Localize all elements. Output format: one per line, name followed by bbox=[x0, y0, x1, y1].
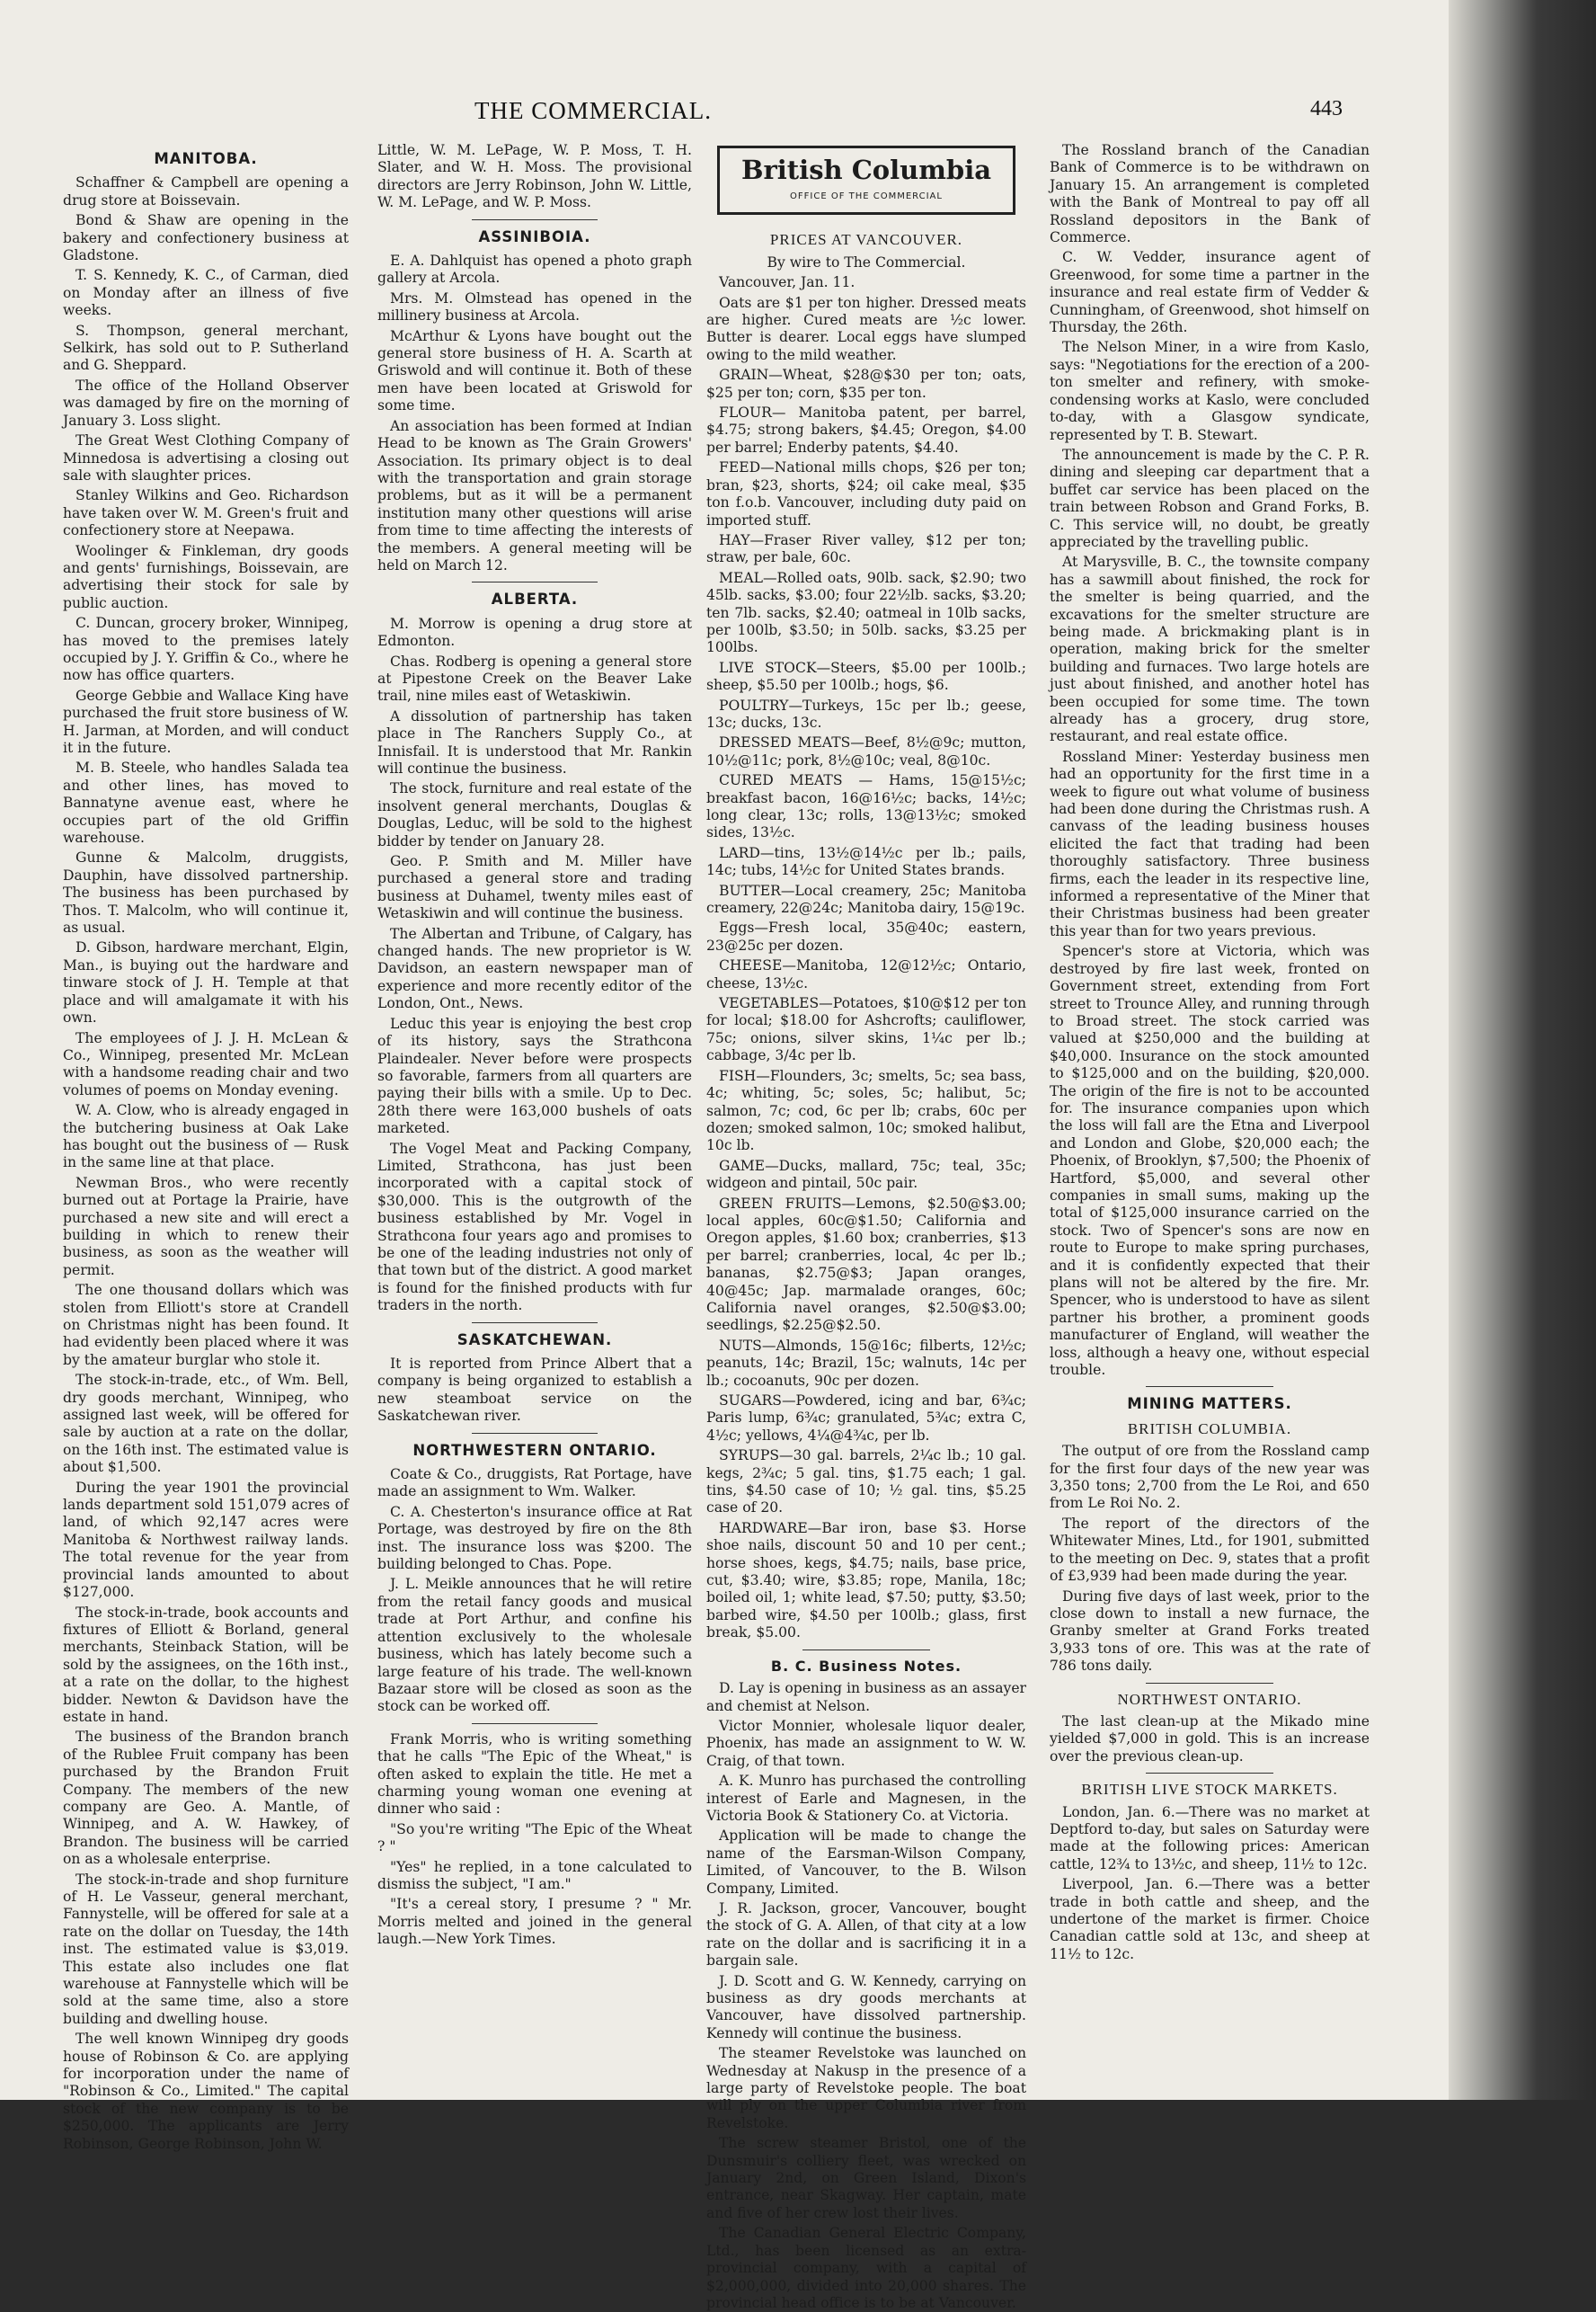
divider bbox=[472, 219, 598, 220]
article-paragraph: The last clean-up at the Mikado mine yielded $7,000 in gold. This is an increase over the previous clean-up. bbox=[1050, 1712, 1370, 1765]
mining-heading: MINING MATTERS. bbox=[1127, 1395, 1292, 1413]
masthead-title: British Columbia bbox=[740, 155, 992, 185]
dateline: Vancouver, Jan. 11. bbox=[719, 274, 856, 291]
article-paragraph: Application will be made to change the name of the Earsman-Wilson Company, Limited, of Vancouver, to the B. Wilson Company, Limited. bbox=[706, 1827, 1026, 1897]
article-paragraph: The Albertan and Tribune, of Calgary, has changed hands. The new proprietor is W. Davidson, an eastern newspaper man of experience and more recently editor of the London, Ont., News. bbox=[377, 925, 692, 1012]
article-paragraph: The one thousand dollars which was stolen from Elliott's store at Crandell on Christmas night has been found. It had evidently been placed where it was by the amateur burglar who stole it. bbox=[63, 1282, 349, 1368]
article-paragraph: Chas. Rodberg is opening a general store at Pipestone Creek on the Beaver Lake trail, nine miles east of Wetaskiwin. bbox=[377, 653, 692, 705]
divider bbox=[1146, 1773, 1273, 1774]
article-paragraph: The Vogel Meat and Packing Company, Limited, Strathcona, has just been incorporated with a capital stock of $30,000. This is the outgrowth of the business established by Mr. Vogel in Strathcona four years ago and promises to be one of the leading industries not only of that town but of the district. A good market is found for the finished products with fur traders in the north. bbox=[377, 1140, 692, 1314]
page-number: 443 bbox=[1310, 97, 1343, 120]
bc-notes-heading: B. C. Business Notes. bbox=[770, 1657, 962, 1675]
article-paragraph: The Great West Clothing Company of Minnedosa is advertising a closing out sale with slaughter prices. bbox=[63, 432, 349, 484]
article-paragraph: "So you're writing "The Epic of the Wheat ? " bbox=[377, 1820, 692, 1855]
article-paragraph: T. S. Kennedy, K. C., of Carman, died on Monday after an illness of five weeks. bbox=[63, 267, 349, 319]
article-paragraph: Mrs. M. Olmstead has opened in the millinery business at Arcola. bbox=[377, 289, 692, 325]
article-paragraph: The business of the Brandon branch of the Rublee Fruit company has been purchased by the Brandon Fruit Company. The members of the new company are Geo. A. Mantle, of Winnipeg, and A. W. Hawkey, of Brandon. The business will be carried on as a wholesale enterprise. bbox=[63, 1729, 349, 1868]
article-paragraph: GAME—Ducks, mallard, 75c; teal, 35c; widgeon and pintail, 50c pair. bbox=[706, 1157, 1026, 1192]
article-paragraph: During the year 1901 the provincial lands department sold 151,079 acres of land, of which 92,147 acres were Manitoba & Northwest railway lands. The total revenue for the year from provincial lands amounted to about $127,000. bbox=[63, 1479, 349, 1601]
bc-items bbox=[1050, 142, 1370, 1379]
article-paragraph: LARD—tins, 13½@14½c per lb.; pails, 14c; tubs, 14½c for United States brands. bbox=[706, 844, 1026, 879]
article-paragraph: Spencer's store at Victoria, which was destroyed by fire last week, fronted on Government street, extending from Fort street to Trounce Alley, and running through to Broad street. The stock carried was valued at $250,000 and the building at $40,000. Insurance on the stock amounted to $125,000 and on the building, $20,000. The origin of the fire is not to be accounted for. The insurance companies upon which the loss will fall are the Etna and Liverpool and London and Globe, $20,000 each; the Phoenix, of Brooklyn, $7,500; the Phoenix of Hartford, $5,000, and several other companies in small sums, making up the total of $125,000 insurance carried on the stock. Two of Spencer's sons are now en route to Europe to make spring purchases, and it is confidently expected that their plans will not be altered by the fire. Mr. Spencer, who is understood to have as silent partner his brother, a prominent goods manufacturer of England, will weather the loss, although a heavy one, without especial trouble. bbox=[1050, 943, 1370, 1379]
article-paragraph: A dissolution of partnership has taken place in The Ranchers Supply Co., at Innisfail. It is understood that Mr. Rankin will continue the business. bbox=[377, 707, 692, 777]
book-spine-edge bbox=[1449, 0, 1596, 2100]
article-paragraph: CHEESE—Manitoba, 12@12½c; Ontario, cheese, 13½c. bbox=[706, 957, 1026, 991]
prices-heading: PRICES AT VANCOUVER. bbox=[769, 231, 963, 249]
article-paragraph: Newman Bros., who were recently burned out at Portage la Prairie, have purchased a new site and will erect a building in which to renew their business, as soon as the weather will permit. bbox=[63, 1174, 349, 1278]
article-paragraph: The screw steamer Bristol, one of the Dunsmuir's colliery fleet, was wrecked on January 2nd, on Green Island, Dixon's entrance, near Skagway. Her captain, mate and five of her crew lost their lives. bbox=[706, 2135, 1026, 2221]
column-2 bbox=[377, 142, 692, 2075]
article-paragraph: C. W. Vedder, insurance agent of Greenwood, for some time a partner in the insurance and real estate firm of Vedder & Cunningham, of Greenwood, shot himself on Thursday, the 26th. bbox=[1050, 249, 1370, 336]
article-paragraph: Liverpool, Jan. 6.—There was a better trade in both cattle and sheep, and the undertone of the market is firmer. Choice Canadian cattle sold at 13c, and sheep at 11½ to 12c. bbox=[1050, 1876, 1370, 1962]
article-paragraph: J. D. Scott and G. W. Kennedy, carrying on business as dry goods merchants at Vancouver, have dissolved partnership. Kennedy will continue the business. bbox=[706, 1972, 1026, 2041]
article-paragraph: The office of the Holland Observer was damaged by fire on the morning of January 3. Loss slight. bbox=[63, 377, 349, 429]
article-paragraph: C. A. Chesterton's insurance office at Rat Portage, was destroyed by fire on the 8th inst. The insurance loss was $200. The building belonged to Chas. Pope. bbox=[377, 1503, 692, 1573]
article-paragraph: An association has been formed at Indian Head to be known as The Grain Growers' Association. Its primary object is to deal with the transportation and grain storage problems, but as it will be a permanent institution many other questions will arise from time to time affecting the interests of the members. A general meeting will be held on March 12. bbox=[377, 417, 692, 574]
column-3 bbox=[706, 142, 1026, 2311]
article-paragraph: Coate & Co., druggists, Rat Portage, have made an assignment to Wm. Walker. bbox=[377, 1466, 692, 1500]
article-paragraph: The employees of J. J. H. McLean & Co., Winnipeg, presented Mr. McLean with a handsome reading chair and two volumes of poems on Monday evening. bbox=[63, 1029, 349, 1098]
article-paragraph: Gunne & Malcolm, druggists, Dauphin, have dissolved partnership. The business has been purchased by Thos. T. Malcolm, who will continue it, as usual. bbox=[63, 849, 349, 937]
article-paragraph: C. Duncan, grocery broker, Winnipeg, has moved to the premises lately occupied by J. Y. Griffin & Co., where he now has office quarters. bbox=[63, 615, 349, 684]
column-4 bbox=[1050, 142, 1370, 2075]
article-paragraph: The announcement is made by the C. P. R. dining and sleeping car department that a buffet car service has been placed on the train between Robson and Grand Forks, B. C. This service will, no doubt, be greatly appreciated by the travelling public. bbox=[1050, 446, 1370, 550]
column-1 bbox=[63, 142, 349, 2152]
price-items bbox=[706, 295, 1026, 1642]
british-columbia-masthead bbox=[717, 146, 1015, 215]
alberta-items bbox=[377, 616, 692, 1315]
section-heading-assiniboia: ASSINIBOIA. bbox=[478, 227, 591, 245]
article-paragraph: The stock-in-trade, etc., of Wm. Bell, dry goods merchant, Winnipeg, who assigned last week, will be offered for sale by auction at a rate on the dollar, on the 16th inst. The estimated value is about $1,500. bbox=[63, 1372, 349, 1476]
livestock-items bbox=[1050, 1804, 1370, 1964]
article-paragraph: The well known Winnipeg dry goods house of Robinson & Co. are applying for incorporation under the name of "Robinson & Co., Limited." The capital stock of the new company is to be $250,000. The applicants are Jerry Robinson, George Robinson, John W. bbox=[63, 2031, 349, 2152]
article-paragraph: Oats are $1 per ton higher. Dressed meats are higher. Cured meats are ½c lower. Butter is dearer. Local eggs have slumped owing to the mild weather. bbox=[706, 294, 1026, 363]
article-paragraph: LIVE STOCK—Steers, $5.00 per 100lb.; sheep, $5.50 per 100lb.; hogs, $6. bbox=[706, 659, 1026, 694]
article-paragraph: M. B. Steele, who handles Salada tea and other lines, has moved to Bannatyne avenue east, where he occupies part of the old Griffin warehouse. bbox=[63, 760, 349, 847]
article-paragraph: A. K. Munro has purchased the controlling interest of Earle and Magnesen, in the Victoria Book & Stationery Co. at Victoria. bbox=[706, 1773, 1026, 1824]
article-paragraph: The Nelson Miner, in a wire from Kaslo, says: "Negotiations for the erection of a 200-ton smelter and refinery, with smoke-condensing works at Kaslo, were concluded to-day, with a Glasgow syndicate, represented by T. B. Stewart. bbox=[1050, 339, 1370, 443]
article-paragraph: The output of ore from the Rossland camp for the first four days of the new year was 3,350 tons; 2,700 from the Le Roi, and 650 from Le Roi No. 2. bbox=[1050, 1443, 1370, 1512]
livestock-heading: BRITISH LIVE STOCK MARKETS. bbox=[1081, 1781, 1338, 1799]
article-paragraph: CURED MEATS — Hams, 15@15½c; breakfast bacon, 16@16½c; backs, 14½c; long clear, 13c; rolls, 13@13½c; smoked sides, 13½c. bbox=[706, 772, 1026, 841]
mining-items bbox=[1050, 1443, 1370, 1675]
article-paragraph: VEGETABLES—Potatoes, $10@$12 per ton for local; $18.00 for Ashcrofts; cauliflower, 75c; onions, silver skins, 1¼c per lb.; cabbage, 3/4c per lb. bbox=[706, 995, 1026, 1064]
article-paragraph: Eggs—Fresh local, 35@40c; eastern, 23@25c per dozen. bbox=[706, 920, 1026, 954]
section-heading-saskatchewan: SASKATCHEWAN. bbox=[457, 1330, 613, 1348]
section-heading-nw-ontario: NORTHWESTERN ONTARIO. bbox=[412, 1441, 657, 1459]
article-paragraph: "Yes" he replied, in a tone calculated to dismiss the subject, "I am." bbox=[377, 1858, 692, 1892]
article-paragraph: D. Lay is opening in business as an assayer and chemist at Nelson. bbox=[706, 1680, 1026, 1714]
article-paragraph: During five days of last week, prior to the close down to install a new furnace, the Granby smelter at Grand Forks treated 3,933 tons of ore. This was at the rate of 786 tons daily. bbox=[1050, 1587, 1370, 1675]
article-paragraph: Woolinger & Finkleman, dry goods and gents' furnishings, Boissevain, are advertising their stock for sale by public auction. bbox=[63, 542, 349, 611]
article-paragraph: FEED—National mills chops, $26 per ton; bran, $23, shorts, $24; oil cake meal, $35 ton f.o.b. Vancouver, including duty paid on imported stuff. bbox=[706, 459, 1026, 529]
article-paragraph: J. R. Jackson, grocer, Vancouver, bought the stock of G. A. Allen, of that city at a low rate on the dollar and is sacrificing it in a bargain sale. bbox=[706, 1899, 1026, 1970]
article-paragraph: SYRUPS—30 gal. barrels, 2¼c lb.; 10 gal. kegs, 2¾c; 5 gal. tins, $1.75 each; 1 gal. tins, $4.50 case of 10; ½ gal. tins, $5.25 case of 20. bbox=[706, 1447, 1026, 1516]
article-paragraph: E. A. Dahlquist has opened a photo graph gallery at Arcola. bbox=[377, 253, 692, 287]
article-paragraph: Geo. P. Smith and M. Miller have purchased a general store and trading business at Duhamel, twenty miles east of Wetaskiwin and will continue the business. bbox=[377, 853, 692, 922]
article-paragraph: BUTTER—Local creamery, 25c; Manitoba creamery, 22@24c; Manitoba dairy, 15@19c. bbox=[706, 882, 1026, 917]
article-paragraph: J. L. Meikle announces that he will retire from the retail fancy goods and musical trade at Port Arthur, and confine his attention exclusively to the wholesale business, which has lately become such a large feature of his trade. The well-known Bazaar store will be closed as soon as the stock can be worked off. bbox=[377, 1576, 692, 1715]
article-paragraph: GRAIN—Wheat, $28@$30 per ton; oats, $25 per ton; corn, $35 per ton. bbox=[706, 367, 1026, 401]
section-heading-alberta: ALBERTA. bbox=[491, 591, 579, 609]
article-paragraph: SUGARS—Powdered, icing and bar, 6¾c; Paris lump, 6¾c; granulated, 5¾c; extra C, 4½c; yellows, 4¼@4¾c, per lb. bbox=[706, 1392, 1026, 1444]
article-paragraph: FISH—Flounders, 3c; smelts, 5c; sea bass, 4c; whiting, 5c; soles, 5c; halibut, 5c; salmon, 7c; cod, 6c per lb; crabs, 60c per dozen; smoked salmon, 10c; smoked halibut, 10c lb. bbox=[706, 1067, 1026, 1154]
article-paragraph: Schaffner & Campbell are opening a drug store at Boissevain. bbox=[63, 174, 349, 209]
article-paragraph: FLOUR— Manitoba patent, per barrel, $4.75; strong bakers, $4.45; Oregon, $4.00 per barrel; Enderby patents, $4.40. bbox=[706, 405, 1026, 456]
mining-subheading-bc: BRITISH COLUMBIA. bbox=[1127, 1419, 1292, 1437]
article-paragraph: The steamer Revelstoke was launched on Wednesday at Nakusp in the presence of a large party of Revelstoke people. The boat will ply on the upper Columbia river from Revelstoke. bbox=[706, 2045, 1026, 2131]
article-paragraph: D. Gibson, hardware merchant, Elgin, Man., is buying out the hardware and tinware stock of J. H. Temple at that place and will amalgamate it with his own. bbox=[63, 939, 349, 1027]
article-paragraph: GREEN FRUITS—Lemons, $2.50@$3.00; local apples, 60c@$1.50; California and Oregon apples, $1.60 box; cranberries, $13 per barrel; cranberries, local, 4c per lb.; bananas, $2.75@$3; Japan oranges, 40@45c; Jap. marmalade oranges, 60c; California navel oranges, $2.50@$3.00; seedlings, $2.25@$2.50. bbox=[706, 1195, 1026, 1334]
article-paragraph: The Canadian General Electric Company, Ltd., has been licensed as an extra-provincial company, with a capital of $2,000,000, divided into 20,000 shares. The provincial head office is to be at Vancouver. bbox=[706, 2225, 1026, 2311]
bc-notes-items bbox=[706, 1680, 1026, 2312]
article-paragraph: Rossland Miner: Yesterday business men had an opportunity for the first time in a week to figure out what volume of business had been done during the Christmas rush. A canvass of the leading business houses elicited the fact that trading had been thoroughly satisfactory. Three business firms, each the leader in its respective line, informed a representative of the Miner that their Christmas business had been greater this year than for two years previous. bbox=[1050, 748, 1370, 939]
manitoba-items bbox=[63, 174, 349, 2153]
byline: By wire to The Commercial. bbox=[767, 253, 966, 271]
article-paragraph: The stock-in-trade, book accounts and fixtures of Elliott & Borland, general merchants, Steinback Station, will be sold by the assignees, on the 16th inst., at a rate on the dollar, to the highest bidder. Newton & Davidson have the estate in hand. bbox=[63, 1604, 349, 1725]
article-paragraph: London, Jan. 6.—There was no market at Deptford to-day, but sales on Saturday were made at the following prices: American cattle, 12¾ to 13½c, and sheep, 11½ to 12c. bbox=[1050, 1803, 1370, 1872]
article-paragraph: The Rossland branch of the Canadian Bank of Commerce is to be withdrawn on January 15. An arrangement is completed with the Bank of Montreal to pay off all Rossland depositors in the Bank of Commerce. bbox=[1050, 142, 1370, 246]
running-head: THE COMMERCIAL. bbox=[474, 97, 712, 124]
divider bbox=[1146, 1683, 1273, 1684]
article-paragraph: POULTRY—Turkeys, 15c per lb.; geese, 13c; ducks, 13c. bbox=[706, 697, 1026, 731]
article-paragraph: George Gebbie and Wallace King have purchased the fruit store business of W. H. Jarman, at Morden, and will conduct it in the future. bbox=[63, 687, 349, 756]
article-paragraph: Frank Morris, who is writing something that he calls "The Epic of the Wheat," is often asked to explain the title. He met a charming young woman one evening at dinner who said : bbox=[377, 1730, 692, 1818]
article-paragraph: Victor Monnier, wholesale liquor dealer, Phoenix, has made an assignment to W. W. Craig, of that town. bbox=[706, 1717, 1026, 1769]
article-paragraph: M. Morrow is opening a drug store at Edmonton. bbox=[377, 615, 692, 650]
nw-ontario-items bbox=[377, 1466, 692, 1716]
article-paragraph: Stanley Wilkins and Geo. Richardson have taken over W. M. Green's fruit and confectionery store at Neepawa. bbox=[63, 487, 349, 539]
article-paragraph: MEAL—Rolled oats, 90lb. sack, $2.90; two 45lb. sacks, $3.00; four 22½lb. sacks, $3.20; ten 7lb. sacks, $2.40; oatmeal in 10lb sacks, per 100lb, $3.50; in 50lb. sacks, $3.25 per 100lbs. bbox=[706, 569, 1026, 656]
article-paragraph: At Marysville, B. C., the townsite company has a sawmill about finished, the rock for the smelter is being quarried, and the excavations for the smelter structure are being made. A brickmaking plant is in operation, making brick for the smelter building and furnaces. Two large hotels are just about finished, and another hotel has been occupied for some time. The town already has a grocery, drug store, restaurant, and real estate office. bbox=[1050, 554, 1370, 745]
divider bbox=[472, 1723, 598, 1724]
article-paragraph: S. Thompson, general merchant, Selkirk, has sold out to P. Sutherland and G. Sheppard. bbox=[63, 322, 349, 374]
divider bbox=[472, 1322, 598, 1323]
divider bbox=[1146, 1386, 1273, 1387]
mining-subheading-nwo: NORTHWEST ONTARIO. bbox=[1117, 1690, 1302, 1708]
continued-paragraph: Little, W. M. LePage, W. P. Moss, T. H. Slater, and W. H. Moss. The provisional directors are Jerry Robinson, John W. Little, W. M. LePage, and W. P. Moss. bbox=[377, 142, 692, 211]
article-paragraph: The stock-in-trade and shop furniture of H. Le Vasseur, general merchant, Fannystelle, will be offered for sale at a rate on the dollar on Tuesday, the 14th inst. The estimated value is $3,019. This estate also includes one flat warehouse at Fannystelle which will be sold at the same time, also a store building and dwelling house. bbox=[63, 1871, 349, 2027]
article-paragraph: The report of the directors of the Whitewater Mines, Ltd., for 1901, submitted to the meeting on Dec. 9, states that a profit of £3,939 had been made during the year. bbox=[1050, 1515, 1370, 1585]
saskatchewan-items bbox=[377, 1356, 692, 1426]
article-paragraph: The stock, furniture and real estate of the insolvent general merchants, Douglas & Douglas, Leduc, will be sold to the highest bidder by tender on January 28. bbox=[377, 780, 692, 849]
article-paragraph: NUTS—Almonds, 15@16c; filberts, 12½c; peanuts, 14c; Brazil, 15c; walnuts, 14c per lb.; cocoanuts, 90c per dozen. bbox=[706, 1337, 1026, 1389]
anecdote bbox=[377, 1731, 692, 1949]
article-paragraph: "It's a cereal story, I presume ? " Mr. Morris melted and joined in the general laugh.—New York Times. bbox=[377, 1896, 692, 1948]
divider bbox=[472, 1433, 598, 1434]
article-paragraph: It is reported from Prince Albert that a company is being organized to establish a new steamboat service on the Saskatchewan river. bbox=[377, 1356, 692, 1425]
article-paragraph: HAY—Fraser River valley, $12 per ton; straw, per bale, 60c. bbox=[706, 531, 1026, 566]
article-paragraph: McArthur & Lyons have bought out the general store business of H. A. Scarth at Griswold and will continue it. Both of these men have been located at Griswold for some time. bbox=[377, 327, 692, 414]
article-paragraph: HARDWARE—Bar iron, base $3. Horse shoe nails, discount 50 and 10 per cent.; horse shoes, kegs, $4.75; nails, base price, cut, $3.40; wire, $3.85; rope, Manila, 18c; boiled oil, 1; white lead, $7.50; putty, $3.50; barbed wire, $4.50 per 100lb.; glass, first break, $5.00. bbox=[706, 1519, 1026, 1641]
article-paragraph: W. A. Clow, who is already engaged in the butchering business at Oak Lake has bought out the business of — Rusk in the same line at that place. bbox=[63, 1102, 349, 1171]
article-paragraph: DRESSED MEATS—Beef, 8½@9c; mutton, 10½@11c; pork, 8½@10c; veal, 8@10c. bbox=[706, 734, 1026, 769]
article-paragraph: Bond & Shaw are opening in the bakery and confectionery business at Gladstone. bbox=[63, 212, 349, 264]
article-paragraph: Leduc this year is enjoying the best crop of its history, says the Strathcona Plaindealer. Never before were prospects so favorable, farmers from all quarters are paying their bills with a smile. Up to Dec. 28th there were 163,000 bushels of oats marketed. bbox=[377, 1015, 692, 1137]
section-heading-manitoba: MANITOBA. bbox=[154, 150, 258, 167]
assiniboia-items bbox=[377, 253, 692, 574]
nwo-items bbox=[1050, 1713, 1370, 1765]
masthead-subtitle: OFFICE OF THE COMMERCIAL bbox=[790, 191, 943, 201]
